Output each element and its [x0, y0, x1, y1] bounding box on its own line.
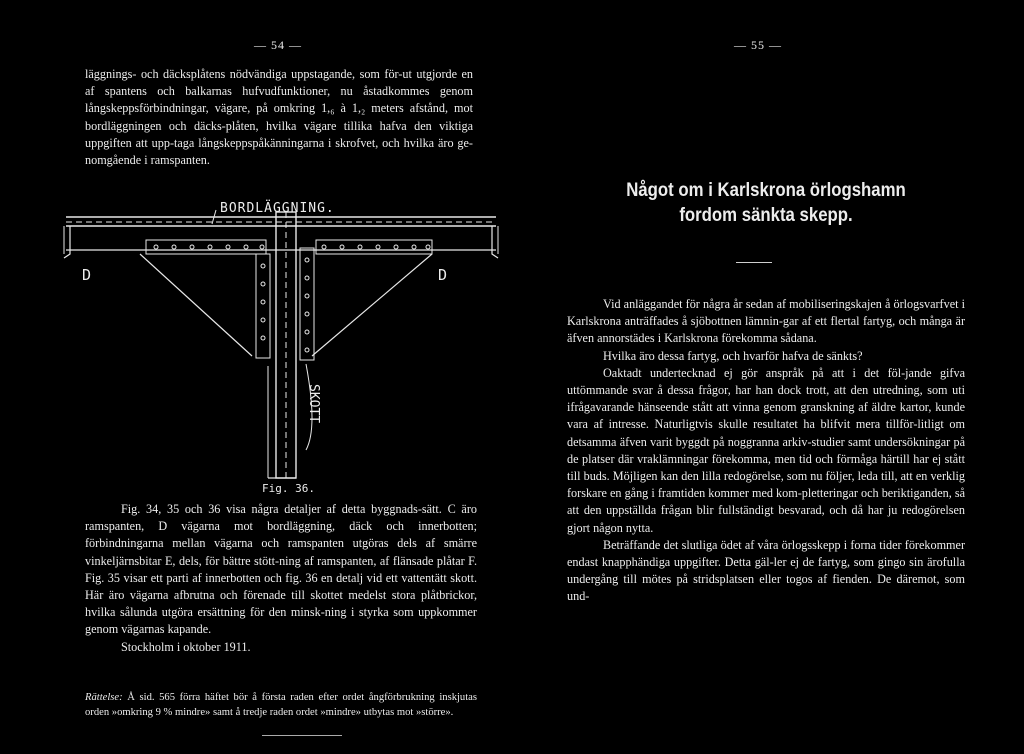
- title-rule: [736, 262, 772, 263]
- caption-paragraph: [85, 501, 477, 656]
- intro-paragraph: [85, 66, 473, 169]
- figure-label-d-right: D: [438, 266, 448, 284]
- article-paragraph-2: Hvilka äro dessa fartyg, och hvarför hafva de sänkts?: [603, 348, 863, 363]
- article-paragraph-4: Beträffande det slutliga ödet af våra örlogsskepp i forna tider förekommer endast knapphändiga uppgifter. Detta gäl-ler ej de fartyg, som gingo sin ärofulla undergång till mötes på stridsplatsen eller togos af fienden. De däremot, som und-: [567, 537, 965, 604]
- errata-note: [85, 690, 477, 720]
- article-title: Något om i Karlskrona örlogshamn fordom sänkta skepp.: [626, 179, 906, 226]
- errata-label: Rättelse:: [85, 692, 123, 703]
- article-paragraph-3: Oaktadt undertecknad ej gör anspråk på att i det föl-jande gifva uttömmande svar å dessa frågor, har han dock trott, att den utredning, som uti ifrågavarande hänseende stått att vinna genom granskning af äldre kartor, kunde vara af intresse. Naturligtvis skulle resultatet ha blifvit mera tillför-litligt om detsamma äfven varit byggdt på noggranna arkiv-studier samt undersökningar på de platser där vraklämningar förekomma, men tid och förmåga härtill har ej stått till buds. Möjligen kan den lilla redogörelse, som nu följer, leda till, att en verklig forskare en gång i framtiden kommer med kom-pletteringar och beriktiganden, så att den uppställda frågan blir fullständigt besvarad, och då har ju redogörelsen gjort någon nytta.: [567, 365, 965, 535]
- figure-number: Fig. 36.: [262, 482, 315, 495]
- errata-text: Å sid. 565 förra häftet bör å första raden efter ordet ångförbrukning inskjutas orden »omkring 9 % mindre» samt å tredje raden ordet »mindre» utbytas mot »större».: [85, 692, 477, 718]
- bottom-rule: [262, 735, 342, 736]
- page-number-left: — 54 —: [254, 38, 302, 52]
- figure-label-d-left: D: [82, 266, 92, 284]
- intro-text: läggnings- och däcksplåtens nödvändiga uppstagande, som för-ut utgjorde en af spantens och balkarnas hufvudfunktioner, nu åstadkommes genom långskeppsförbindningar, vägare, på omkring 1,₆ à 1,₂ meters afstånd, mot bordläggningen och däcks-plåten, hvilka vägare tillika hafva den viktiga uppgiften att upp-taga långskeppspåkänningarna i skrofvet, och hvilka äro ge-nomgående i ramspanten.: [85, 67, 473, 168]
- article-body: [567, 296, 965, 606]
- caption-text: Fig. 34, 35 och 36 visa några detaljer af detta byggnads-sätt. C äro ramspanten, D vägarna mot bordläggning, däck och innerbotten; förbindningarna mellan vägarna och ramspanten utgöras dels af smärre vinkeljärnsbitar E, dels, för bättre stött-ning af ramspanten, af flänsade plåtar F. Fig. 35 visar ett parti af innerbotten och fig. 36 en detalj vid ett vattentätt skott. Här äro vägarna afbrutna och förenade till skottet medelst stora plåtbrickor, hvilka sålunda utgöra ersättning för den minsk-ning i styrka som uppkommer genom vägarnas kapande.: [85, 502, 477, 637]
- figure-label-skott: SKOTT: [306, 384, 321, 424]
- right-page: [512, 0, 1024, 754]
- signoff: Stockholm i oktober 1911.: [121, 639, 251, 654]
- figure-36-diagram: [60, 188, 512, 495]
- page-number-right: — 55 —: [734, 38, 782, 52]
- figure-label-bordlaggning: BORDLÄGGNING.: [220, 201, 335, 216]
- article-paragraph-1: Vid anläggandet för några år sedan af mobiliseringskajen å örlogsvarfvet i Karlskrona anträffades å sjöbottnen lämnin-gar af ett flertal fartyg, och många är äfven annorstädes i Karlskrona förekomma sådana.: [567, 297, 965, 346]
